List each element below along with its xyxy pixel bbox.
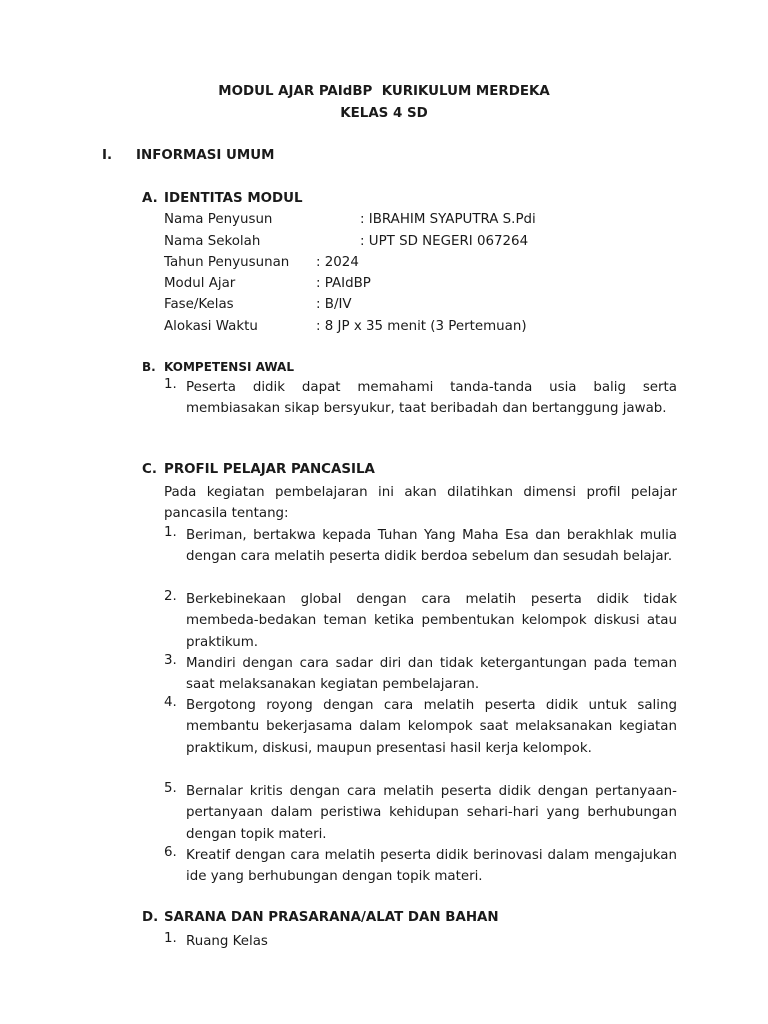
identity-label: Alokasi Waktu xyxy=(164,319,258,334)
identity-label: Modul Ajar xyxy=(164,276,236,291)
profil-intro: Pada kegiatan pembelajaran ini akan dilatihkan dimensi profil pelajar pancasila tentang: xyxy=(164,485,677,522)
identity-value: : 2024 xyxy=(316,255,359,270)
list-item-text: Bergotong royong dengan cara melatih peserta didik untuk saling membantu bekerjasama dalam kelompok saat melaksanakan kegiatan praktikum, diskusi, maupun presentasi hasil kerja kelompok. xyxy=(186,698,677,756)
identity-value: : IBRAHIM SYAPUTRA S.Pdi xyxy=(360,212,536,227)
subsection-title-sarana: SARANA DAN PRASARANA/ALAT DAN BAHAN xyxy=(164,910,499,925)
list-item-text: Bernalar kritis dengan cara melatih peserta didik dengan pertanyaan-pertanyaan dalam peristiwa kehidupan sehari-hari yang berhubungan dengan topik materi. xyxy=(186,784,677,842)
section-title: INFORMASI UMUM xyxy=(136,148,275,163)
subsection-letter: D. xyxy=(142,910,159,925)
subsection-letter: A. xyxy=(142,191,158,206)
identity-label: Nama Penyusun xyxy=(164,212,273,227)
subsection-title-profil: PROFIL PELAJAR PANCASILA xyxy=(164,462,375,477)
list-item-number: 6. xyxy=(164,845,177,860)
identity-value: : 8 JP x 35 menit (3 Pertemuan) xyxy=(316,319,527,334)
identity-value: : PAIdBP xyxy=(316,276,371,291)
subsection-letter: C. xyxy=(142,462,157,477)
list-item-number: 3. xyxy=(164,653,177,668)
list-item-number: 1. xyxy=(164,377,177,392)
section-number: I. xyxy=(102,148,113,163)
list-item-text: Ruang Kelas xyxy=(186,934,268,949)
subsection-title-kompetensi: KOMPETENSI AWAL xyxy=(164,360,294,374)
identity-value: : UPT SD NEGERI 067264 xyxy=(360,234,529,249)
list-item-text: Berkebinekaan global dengan cara melatih peserta didik tidak membeda-bedakan teman ketika pembentukan kelompok diskusi atau praktikum. xyxy=(186,592,677,650)
list-item-number: 2. xyxy=(164,589,177,604)
document-subtitle: KELAS 4 SD xyxy=(340,106,428,121)
list-item-text: Beriman, bertakwa kepada Tuhan Yang Maha Esa dan berakhlak mulia dengan cara melatih peserta didik berdoa sebelum dan sesudah belajar. xyxy=(186,528,677,565)
list-item-number: 4. xyxy=(164,695,177,710)
identity-label: Nama Sekolah xyxy=(164,234,261,249)
list-item-number: 1. xyxy=(164,525,177,540)
identity-label: Fase/Kelas xyxy=(164,297,234,312)
subsection-title-identitas: IDENTITAS MODUL xyxy=(164,191,303,206)
document-title: MODUL AJAR PAIdBP KURIKULUM MERDEKA xyxy=(218,84,550,99)
identity-value: : B/IV xyxy=(316,297,352,312)
subsection-letter: B. xyxy=(142,360,156,374)
list-item-number: 5. xyxy=(164,781,177,796)
list-item-text: Peserta didik dapat memahami tanda-tanda usia balig serta membiasakan sikap bersyukur, taat beribadah dan bertanggung jawab. xyxy=(186,380,677,417)
identity-label: Tahun Penyusunan xyxy=(164,255,290,270)
list-item-text: Mandiri dengan cara sadar diri dan tidak ketergantungan pada teman saat melaksanakan kegiatan pembelajaran. xyxy=(186,656,677,693)
list-item-number: 1. xyxy=(164,931,177,946)
list-item-text: Kreatif dengan cara melatih peserta didik berinovasi dalam mengajukan ide yang berhubungan dengan topik materi. xyxy=(186,848,677,885)
